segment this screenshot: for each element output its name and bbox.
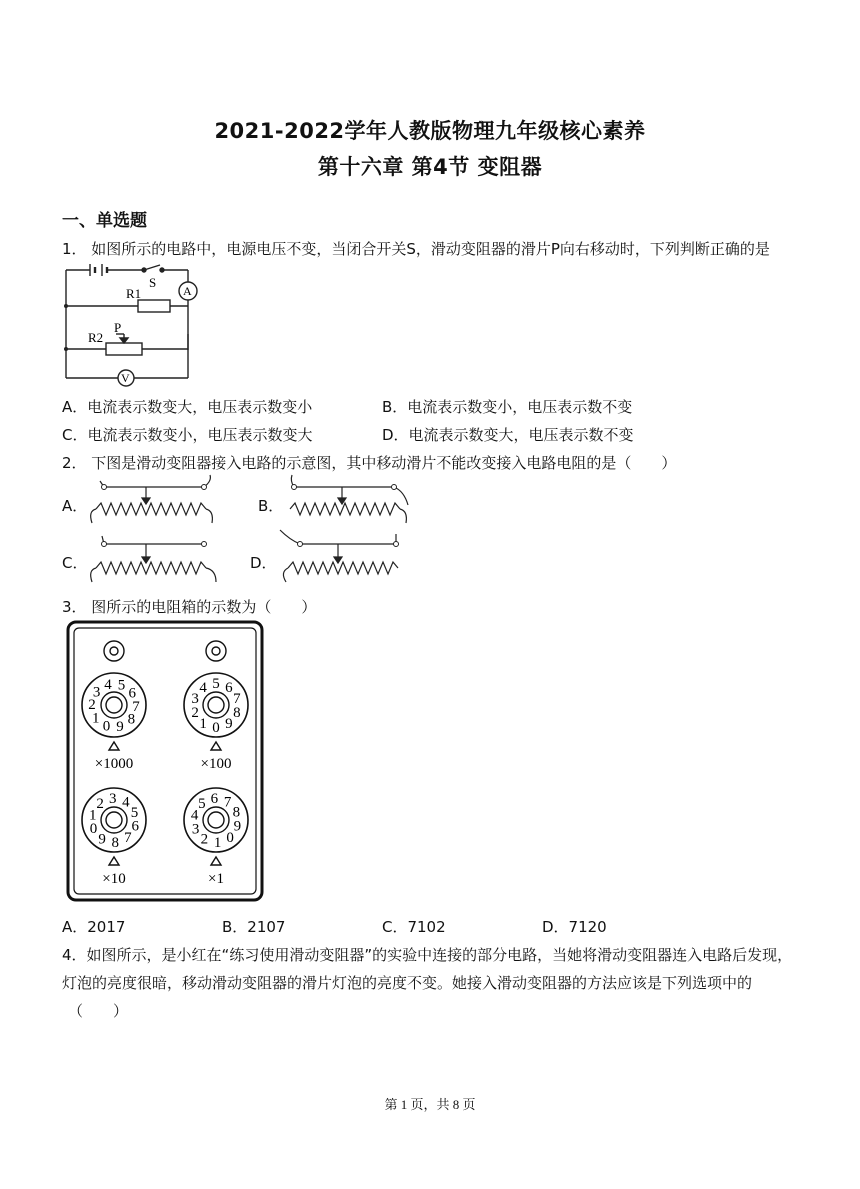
r1-label: R1 bbox=[126, 286, 142, 301]
dial-digit: 4 bbox=[199, 680, 207, 697]
dial-digit: 4 bbox=[190, 807, 199, 824]
q2-option-a-label: A． bbox=[62, 497, 88, 515]
question-1-text: 1． 如图所示的电路中，电源电压不变，当闭合开关S，滑动变阻器的滑片P向右移动时，下列判断正确的是 bbox=[62, 240, 770, 258]
dial-digit: 1 bbox=[213, 834, 222, 851]
dial-digit: 5 bbox=[198, 796, 206, 813]
dial-digit: 5 bbox=[117, 677, 126, 694]
dial-digit: 3 bbox=[191, 691, 199, 708]
dial-digit: 9 bbox=[116, 719, 124, 736]
doc-title-line1: 2021-2022学年人教版物理九年级核心素养 bbox=[214, 119, 646, 143]
q1-option-d: D．电流表示数变大，电压表示数不变 bbox=[382, 426, 634, 444]
dial-multiplier-label: ×1000 bbox=[94, 756, 134, 772]
page-footer: 第 1 页，共 8 页 bbox=[384, 1097, 476, 1112]
dial-digit: 9 bbox=[233, 818, 242, 835]
dial-digit: 8 bbox=[111, 834, 119, 851]
slider-p-label: P bbox=[114, 320, 122, 335]
q1-option-c: C．电流表示数变小，电压表示数变大 bbox=[62, 426, 313, 444]
switch-label: S bbox=[149, 275, 157, 290]
dial-digit: 3 bbox=[92, 684, 101, 701]
q2-option-d-label: D． bbox=[250, 554, 277, 572]
q2-option-c-label: C． bbox=[62, 554, 88, 572]
dial-digit: 2 bbox=[96, 795, 104, 812]
dial-digit: 0 bbox=[226, 829, 234, 846]
dial-digit: 7 bbox=[124, 830, 132, 847]
dial-multiplier-label: ×1 bbox=[208, 871, 224, 887]
question-4-line2: 灯泡的亮度很暗，移动滑动变阻器的滑片灯泡的亮度不变。她接入滑动变阻器的方法应该是下列选项中的 bbox=[62, 974, 753, 992]
dial-digit: 2 bbox=[191, 704, 199, 721]
question-4-line3: （ ） bbox=[68, 1002, 129, 1020]
q2-rheostat-d bbox=[278, 528, 410, 584]
q1-circuit-diagram bbox=[60, 262, 210, 387]
q3-option-c: C．7102 bbox=[382, 918, 446, 936]
q2-option-b-label: B． bbox=[258, 497, 284, 515]
question-4-line1: 4．如图所示，是小红在“练习使用滑动变阻器”的实验中连接的部分电路，当她将滑动变阻器连入电路后发现， bbox=[62, 946, 793, 964]
dial-digit: 9 bbox=[225, 715, 233, 732]
dial-digit: 6 bbox=[210, 791, 219, 808]
dial-digit: 3 bbox=[109, 791, 117, 808]
q3-option-b: B．2107 bbox=[222, 918, 286, 936]
dial-digit: 8 bbox=[232, 804, 241, 821]
r2-label: R2 bbox=[88, 330, 104, 345]
question-3-text: 3． 图所示的电阻箱的示数为（ ） bbox=[62, 598, 317, 616]
dial-digit: 1 bbox=[199, 715, 207, 732]
dial-digit: 1 bbox=[88, 807, 97, 824]
q1-option-b: B．电流表示数变小，电压表示数不变 bbox=[382, 398, 633, 416]
dial-digit: 4 bbox=[122, 794, 130, 811]
dial-digit: 0 bbox=[102, 718, 111, 735]
q2-rheostat-b bbox=[282, 475, 412, 523]
dial-digit: 7 bbox=[132, 698, 140, 715]
section-heading: 一、单选题 bbox=[62, 211, 147, 231]
q3-option-d: D．7120 bbox=[542, 918, 607, 936]
resistance-box-figure bbox=[66, 620, 264, 902]
dial-digit: 6 bbox=[225, 680, 233, 697]
ammeter-label: A bbox=[183, 284, 192, 298]
dial-digit: 5 bbox=[130, 805, 139, 822]
dial-digit: 5 bbox=[212, 676, 220, 692]
dial-digit: 7 bbox=[233, 691, 241, 708]
dial-digit: 8 bbox=[233, 704, 241, 721]
dial-multiplier-label: ×100 bbox=[200, 756, 232, 772]
dial-digit: 7 bbox=[223, 794, 232, 811]
doc-title-line2: 第十六章 第4节 变阻器 bbox=[317, 155, 543, 179]
q1-option-a: A．电流表示数变大，电压表示数变小 bbox=[62, 398, 313, 416]
dial-digit: 0 bbox=[212, 720, 220, 736]
dial-digit: 2 bbox=[200, 831, 209, 848]
dial-digit: 6 bbox=[131, 818, 140, 835]
dial-digit: 4 bbox=[104, 676, 112, 693]
dial-digit: 9 bbox=[98, 831, 106, 848]
dial-multiplier-label: ×10 bbox=[102, 871, 126, 887]
q3-option-a: A．2017 bbox=[62, 918, 126, 936]
dial-digit: 6 bbox=[128, 685, 137, 702]
dial-digit: 2 bbox=[88, 697, 96, 714]
dial-digit: 0 bbox=[89, 820, 98, 837]
dial-digit: 1 bbox=[91, 710, 100, 727]
q2-rheostat-c bbox=[90, 532, 220, 582]
voltmeter-label: V bbox=[121, 371, 130, 385]
q2-rheostat-a bbox=[90, 475, 220, 523]
question-2-text: 2． 下图是滑动变阻器接入电路的示意图，其中移动滑片不能改变接入电路电阻的是（ ） bbox=[62, 454, 677, 472]
dial-digit: 3 bbox=[191, 821, 200, 838]
dial-digit: 8 bbox=[127, 711, 136, 728]
